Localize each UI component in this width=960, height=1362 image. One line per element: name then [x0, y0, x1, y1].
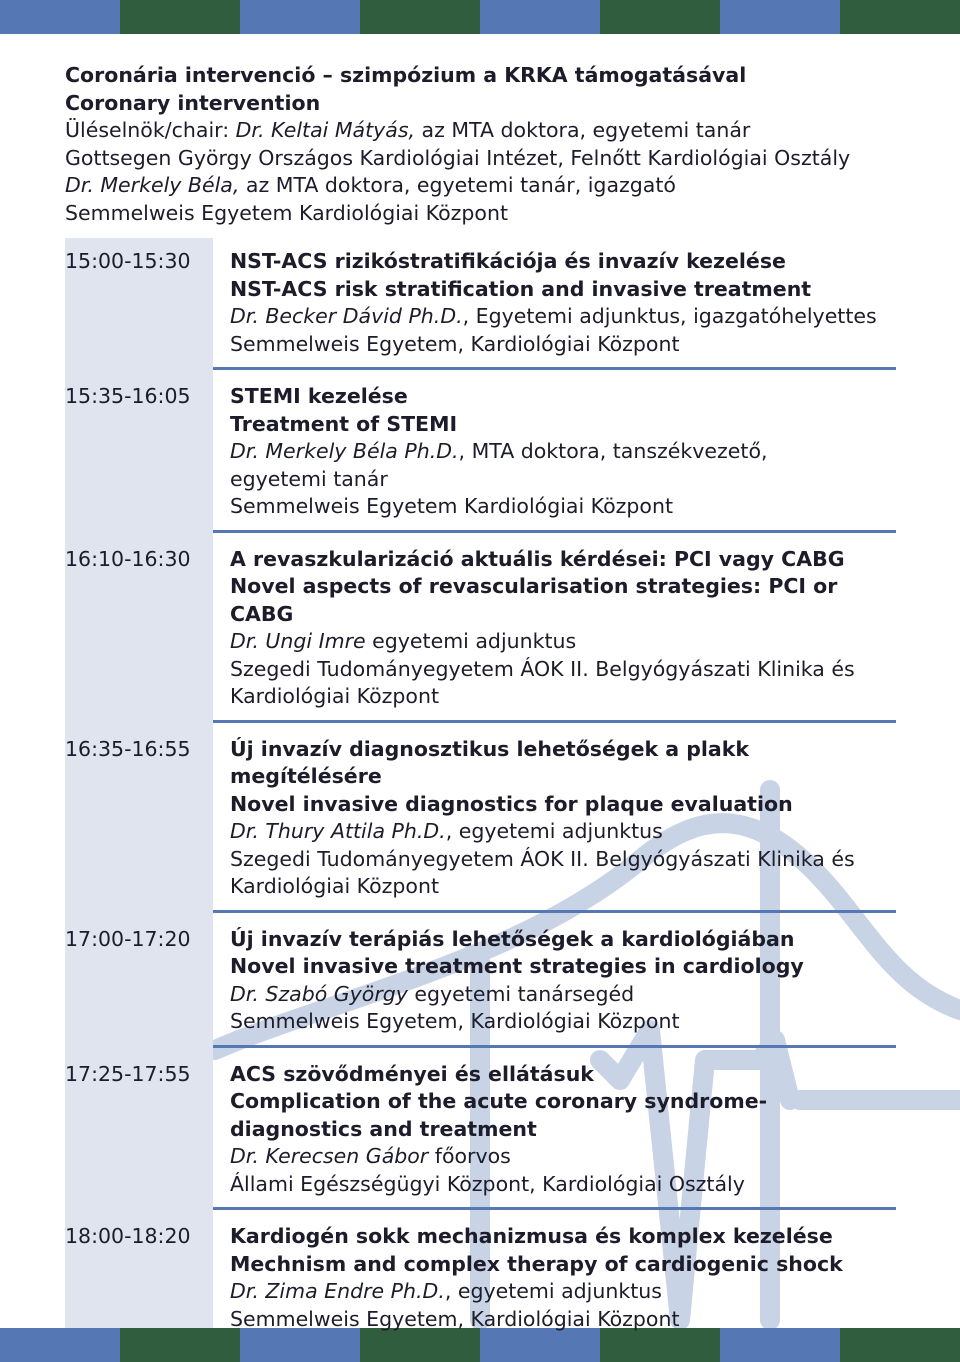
chair-line-1 [65, 117, 895, 145]
chair1-role: az MTA doktora, egyetemi tanár [415, 118, 751, 142]
talk-title-hu: Kardiogén sokk mechanizmusa és komplex kezelése [230, 1224, 833, 1248]
session-title-en: Coronary intervention [65, 90, 321, 115]
speaker-role: , Egyetemi adjunktus, igazgatóhelyettes [462, 304, 877, 328]
speaker-role: egyetemi tanársegéd [407, 981, 635, 1006]
talk-title-hu: STEMI kezelése [230, 384, 408, 408]
speaker-name: Dr. Thury Attila Ph.D. [230, 819, 446, 843]
talk-title-en: NST-ACS risk stratification and invasive treatment [230, 276, 812, 301]
session-body [230, 1061, 895, 1199]
session-header [65, 62, 895, 227]
talk-title-hu: ACS szövődményei és ellátásuk [230, 1061, 594, 1086]
speaker-line [230, 981, 895, 1009]
talk-title-en: Complication of the acute coronary syndrome- diagnostics and treatment [230, 1089, 768, 1141]
session-time: 16:10-16:30 [65, 546, 191, 571]
session-body [230, 248, 895, 358]
session-time: 18:00-18:20 [65, 1224, 191, 1248]
session-row [65, 1061, 895, 1211]
speaker-role: , egyetemi adjunktus [445, 819, 663, 843]
chair2-role: az MTA doktora, egyetemi tanár, igazgató [239, 173, 676, 197]
session-body [230, 1223, 895, 1333]
talk-title-en: Novel aspects of revascularisation strategies: PCI or CABG [230, 574, 838, 626]
speaker-line [230, 1143, 895, 1171]
chair1-institution: Gottsegen György Országos Kardiológiai Intézet, Felnőtt Kardiológiai Osztály [65, 145, 851, 170]
chair2-name: Dr. Merkely Béla, [65, 173, 240, 197]
speaker-institution: Szegedi Tudományegyetem ÁOK II. Belgyógyászati Klinika és Kardiológiai Központ [230, 656, 855, 708]
program-page [65, 62, 895, 1358]
speaker-name: Dr. Kerecsen Gábor [230, 1144, 429, 1168]
speaker-role: , MTA doktora, tanszékvezető, egyetemi tanár [230, 439, 768, 491]
speaker-institution: Szegedi Tudományegyetem ÁOK II. Belgyógyászati Klinika és Kardiológiai Központ [230, 846, 855, 898]
schedule [65, 248, 895, 1345]
session-row [65, 1223, 895, 1345]
session-time: 15:00-15:30 [65, 249, 191, 273]
speaker-name: Dr. Ungi Imre [230, 629, 366, 653]
talk-title-en: Mechnism and complex therapy of cardiogenic shock [230, 1251, 843, 1276]
session-time: 16:35-16:55 [65, 736, 191, 761]
session-row [65, 383, 895, 533]
speaker-institution: Semmelweis Egyetem Kardiológiai Központ [230, 494, 673, 518]
speaker-role: egyetemi adjunktus [365, 629, 577, 653]
chair2-institution: Semmelweis Egyetem Kardiológiai Központ [65, 200, 508, 225]
chair1-name: Dr. Keltai Mátyás, [235, 118, 416, 142]
talk-title-en: Treatment of STEMI [230, 411, 458, 436]
speaker-role: , egyetemi adjunktus [444, 1279, 662, 1303]
speaker-line [230, 303, 895, 331]
speaker-role: főorvos [428, 1144, 511, 1168]
speaker-line [230, 1278, 895, 1306]
session-row [65, 926, 895, 1048]
speaker-line [230, 818, 895, 846]
speaker-name: Dr. Merkely Béla Ph.D. [230, 439, 459, 463]
speaker-line [230, 628, 895, 656]
session-row [65, 736, 895, 913]
talk-title-en: Novel invasive treatment strategies in cardiology [230, 954, 804, 978]
session-row [65, 248, 895, 370]
session-body [230, 546, 895, 711]
session-time: 15:35-16:05 [65, 384, 191, 408]
talk-title-hu: Új invazív terápiás lehetőségek a kardiológiában [230, 926, 795, 951]
session-time: 17:00-17:20 [65, 926, 191, 951]
speaker-name: Dr. Szabó György [230, 981, 408, 1006]
speaker-institution: Semmelweis Egyetem, Kardiológiai Központ [230, 1306, 680, 1331]
session-body [230, 926, 895, 1036]
speaker-name: Dr. Becker Dávid Ph.D. [230, 304, 463, 328]
talk-title-en: Novel invasive diagnostics for plaque evaluation [230, 791, 793, 816]
speaker-institution: Semmelweis Egyetem, Kardiológiai Központ [230, 331, 680, 356]
session-title-hu: Coronária intervenció – szimpózium a KRKA támogatásával [65, 63, 747, 87]
talk-title-hu: Új invazív diagnosztikus lehetőségek a plakk megítélésére [230, 736, 750, 788]
chair-label: Üléselnök/chair: [65, 118, 236, 142]
chair-line-2 [65, 172, 895, 200]
session-body [230, 383, 895, 521]
session-body [230, 736, 895, 901]
speaker-name: Dr. Zima Endre Ph.D. [230, 1279, 445, 1303]
session-time: 17:25-17:55 [65, 1061, 191, 1086]
speaker-line [230, 438, 790, 493]
talk-title-hu: A revaszkularizáció aktuális kérdései: PCI vagy CABG [230, 546, 845, 571]
speaker-institution: Állami Egészségügyi Központ, Kardiológiai Osztály [230, 1171, 745, 1196]
speaker-institution: Semmelweis Egyetem, Kardiológiai Központ [230, 1009, 680, 1033]
talk-title-hu: NST-ACS rizikóstratifikációja és invazív kezelése [230, 249, 786, 273]
session-row [65, 546, 895, 723]
